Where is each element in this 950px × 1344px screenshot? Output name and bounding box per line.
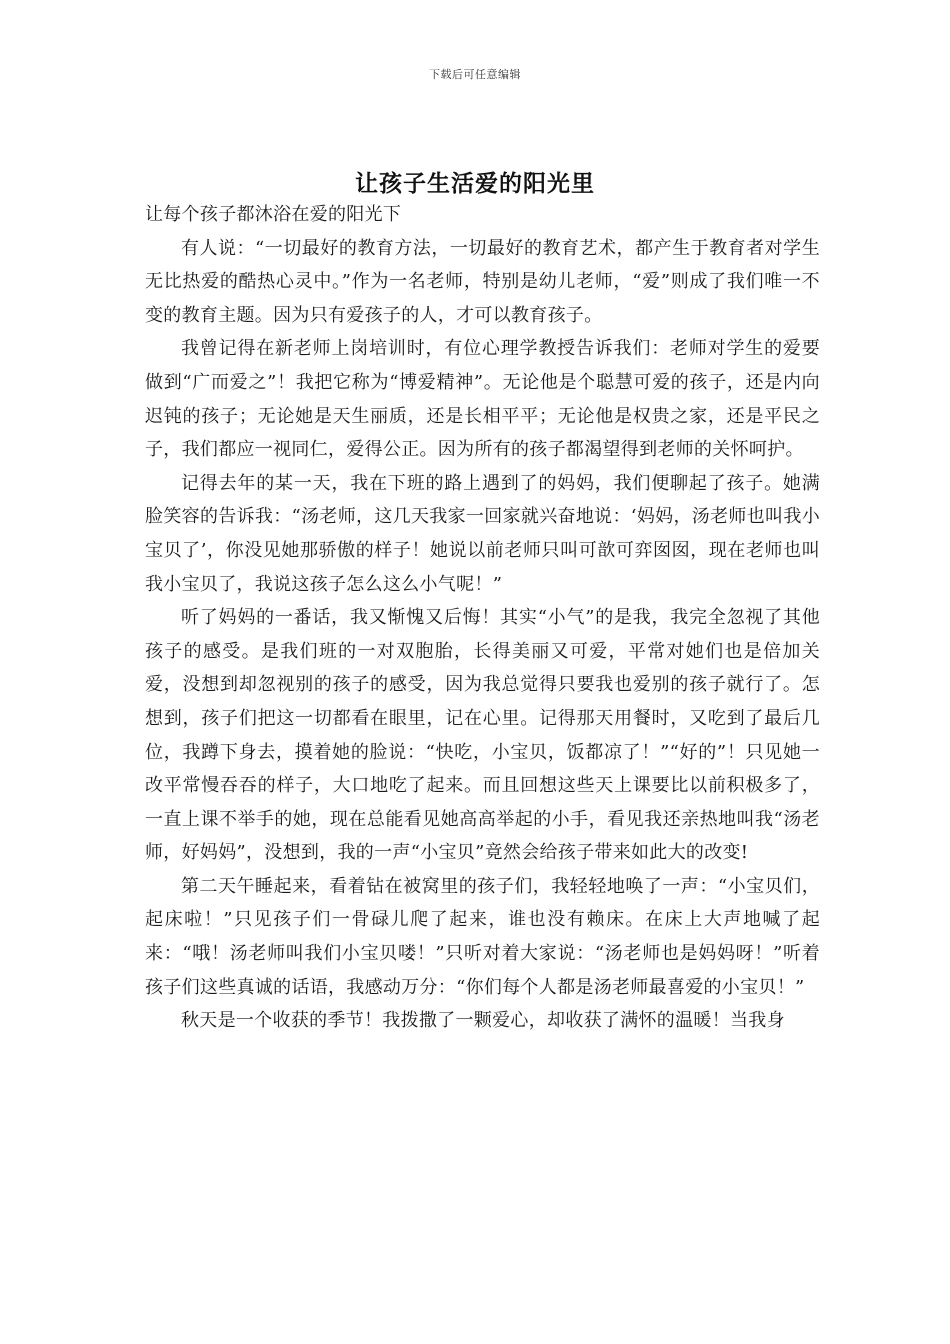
page-header-note: 下载后可任意编辑 (429, 68, 521, 81)
paragraph: 第二天午睡起来，看着钻在被窝里的孩子们，我轻轻地唤了一声：“小宝贝们，起床啦！”只见孩子们一骨碌儿爬了起来，谁也没有赖床。在床上大声地喊了起来：“哦！汤老师叫我们小宝贝喽！”只听对着大家说：“汤老师也是妈妈呀！”听着孩子们这些真诚的话语，我感动万分：“你们每个人都是汤老师最喜爱的小宝贝！” (145, 875, 820, 998)
paragraph: 秋天是一个收获的季节！我拨撒了一颗爱心，却收获了满怀的温暖！当我身 (181, 1010, 785, 1032)
document-body (145, 198, 820, 1038)
paragraph: 我曾记得在新老师上岗培训时，有位心理学教授告诉我们：老师对学生的爱要做到“广而爱之”！我把它称为“博爱精神”。无论他是个聪慧可爱的孩子，还是内向迟钝的孩子；无论她是天生丽质，还是长相平平；无论他是权贵之家，还是平民之子，我们都应一视同仁，爱得公正。因为所有的孩子都渴望得到老师的关怀呵护。 (145, 338, 820, 461)
document-subtitle: 让每个孩子都沐浴在爱的阳光下 (145, 204, 402, 225)
document-title: 让孩子生活爱的阳光里 (355, 170, 595, 198)
paragraph: 记得去年的某一天，我在下班的路上遇到了的妈妈，我们便聊起了孩子。她满脸笑容的告诉我：“汤老师，这几天我家一回家就兴奋地说：‘妈妈，汤老师也叫我小宝贝了’，你没见她那骄傲的样子！她说以前老师只叫可歆可弈囡囡，现在老师也叫我小宝贝了，我说这孩子怎么这么小气呢！” (145, 472, 820, 595)
paragraph: 有人说：“一切最好的教育方法，一切最好的教育艺术，都产生于教育者对学生无比热爱的酷热心灵中。”作为一名老师，特别是幼儿老师，“爱”则成了我们唯一不变的教育主题。因为只有爱孩子的人，才可以教育孩子。 (145, 237, 820, 326)
paragraph: 听了妈妈的一番话，我又惭愧又后悔！其实“小气”的是我，我完全忽视了其他孩子的感受。是我们班的一对双胞胎，长得美丽又可爱，平常对她们也是倍加关爱，没想到却忽视别的孩子的感受，因为我总觉得只要我也爱别的孩子就行了。怎想到，孩子们把这一切都看在眼里，记在心里。记得那天用餐时，又吃到了最后几位，我蹲下身去，摸着她的脸说：“快吃，小宝贝，饭都凉了！”“好的”！只见她一改平常慢吞吞的样子，大口地吃了起来。而且回想这些天上课要比以前积极多了，一直上课不举手的她，现在总能看见她高高举起的小手，看见我还亲热地叫我“汤老师，好妈妈”，没想到，我的一声“小宝贝”竟然会给孩子带来如此大的改变! (145, 607, 820, 864)
